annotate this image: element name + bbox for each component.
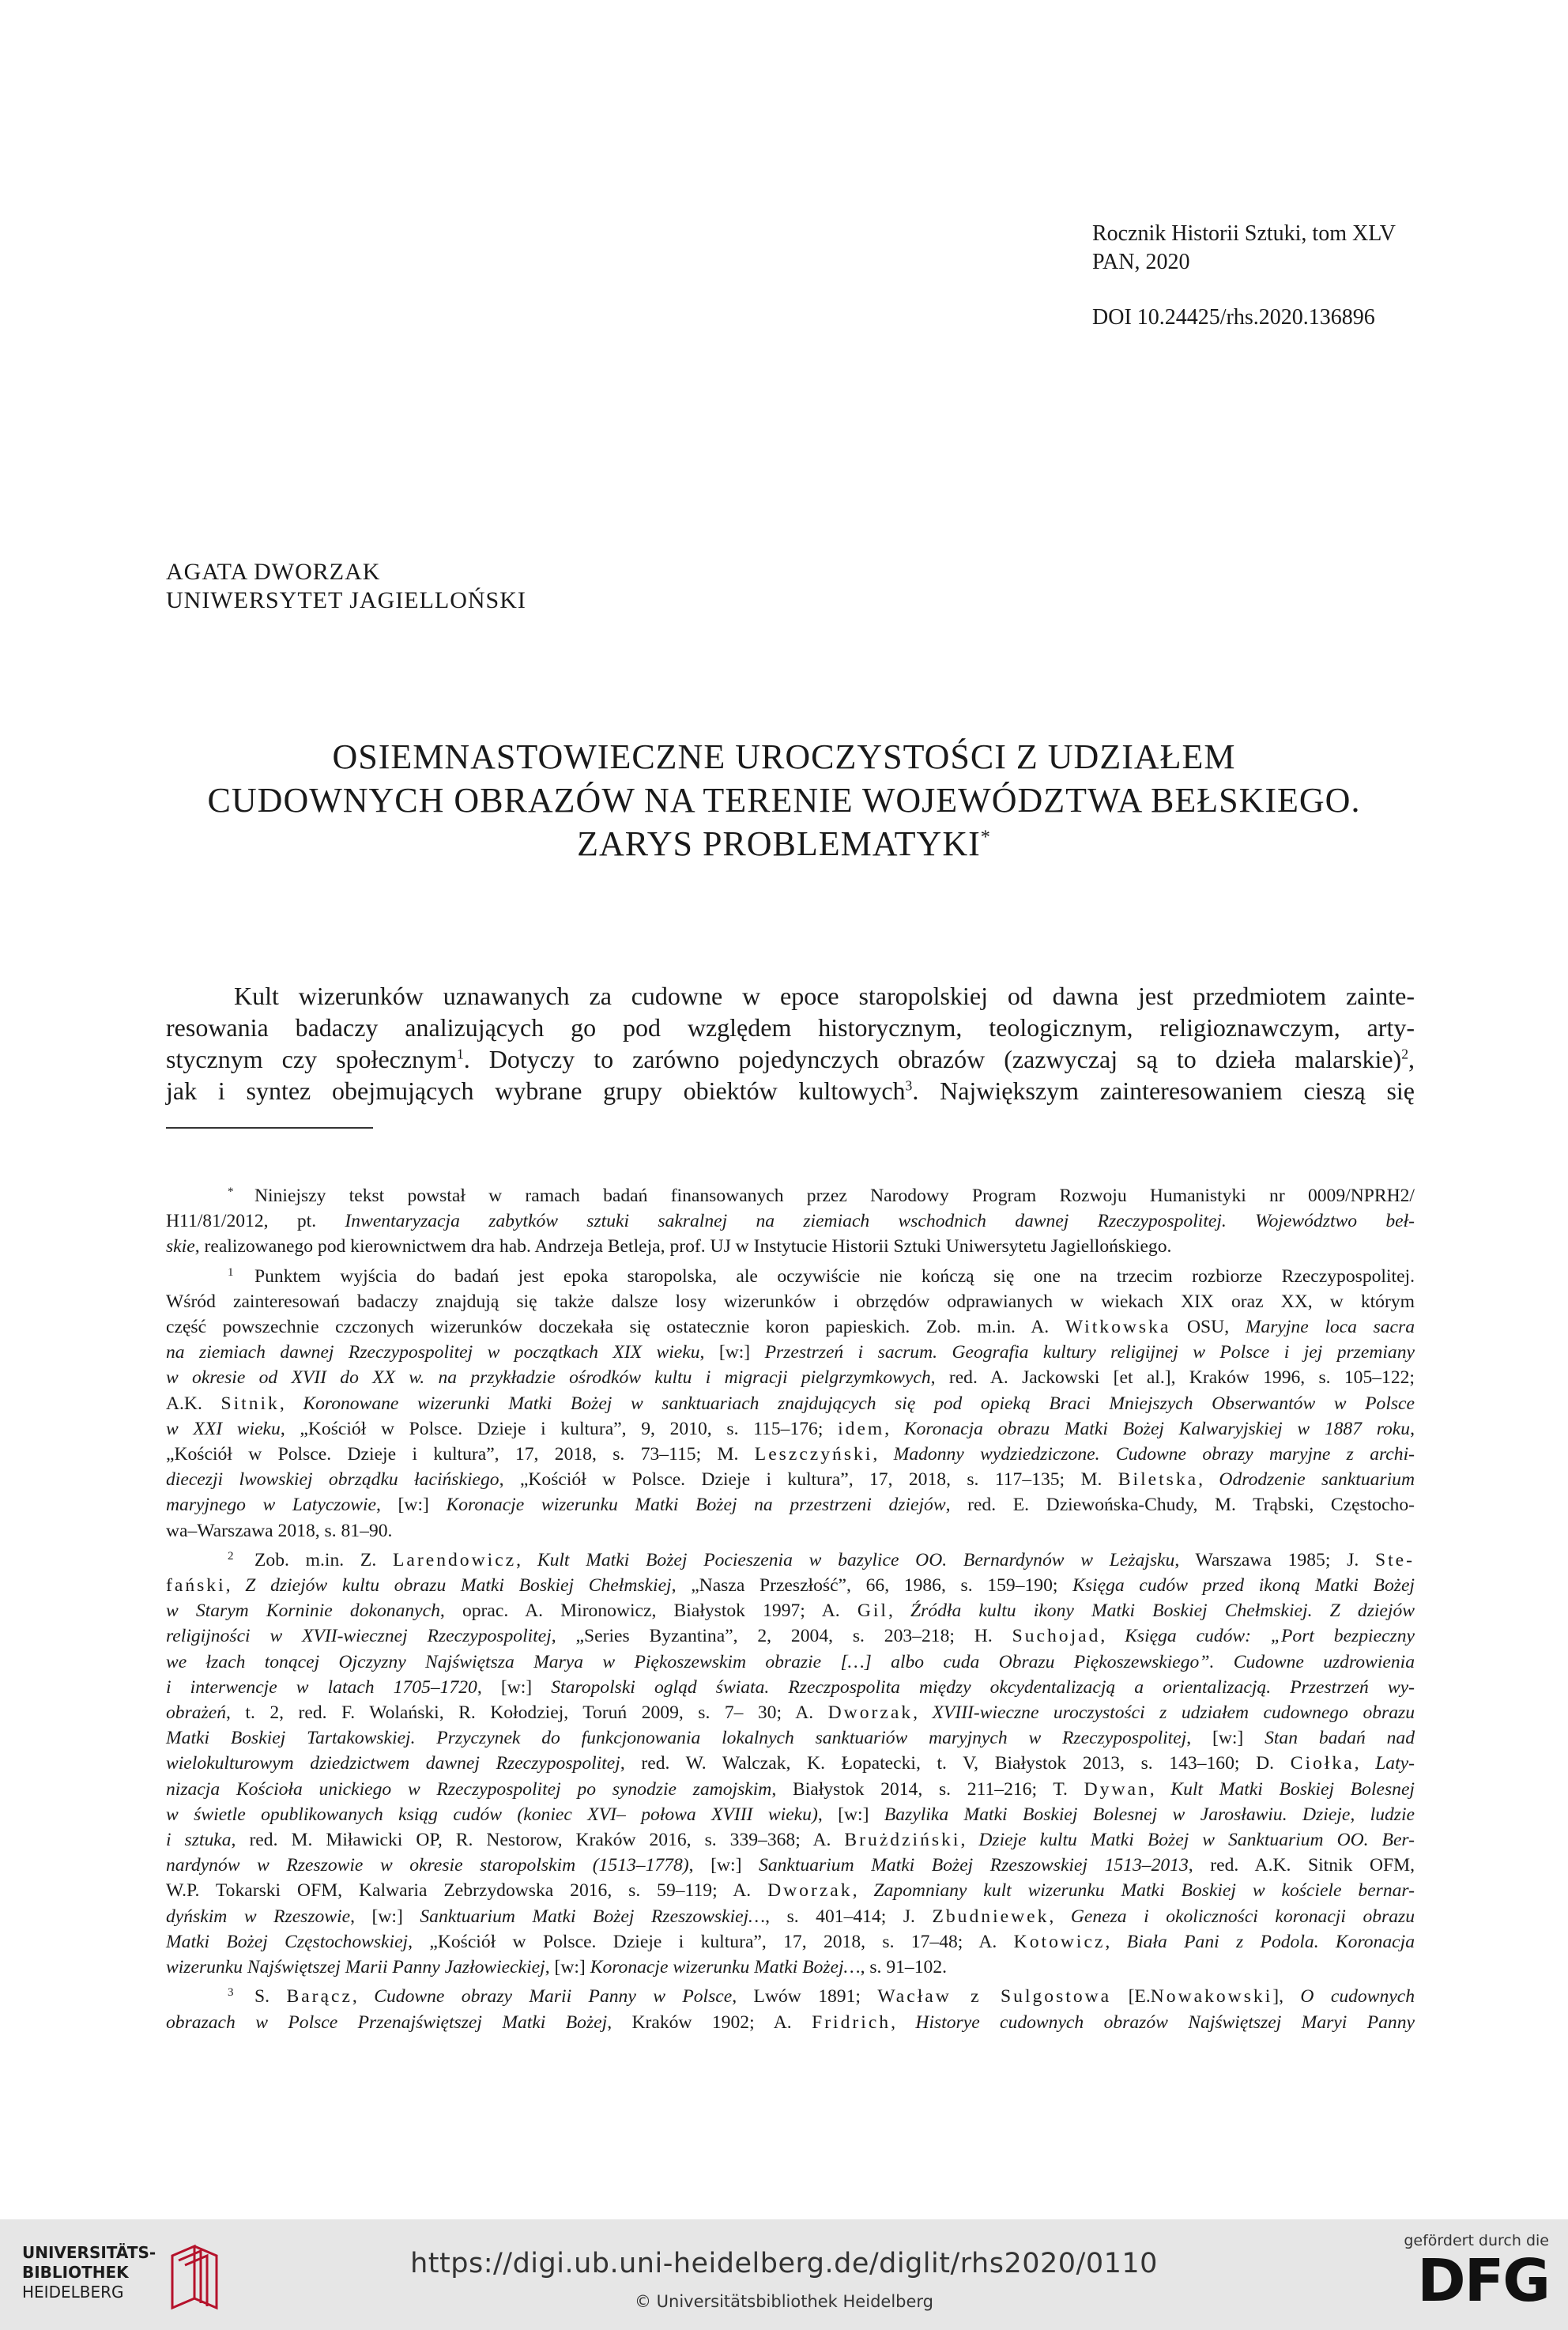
footnote-ref[interactable]: 2 (1401, 1046, 1409, 1062)
body-line: resowania badaczy analizujących go pod względem historycznym, teologicznym, religioznawczym, arty- (166, 1013, 1415, 1042)
body-text (166, 980, 1415, 1107)
footnote-rule (166, 1127, 373, 1129)
funder-note: gefördert durch die (1404, 2232, 1549, 2249)
footnote-line: w Starym Korninie dokonanych, oprac. A. Mironowicz, Białystok 1997; A. Gil, Źródła kultu ikony Matki Boskiej Chełmskiej. Z dziejów (166, 1600, 1415, 1622)
footnote-line: diecezji lwowskiej obrządku łacińskiego, „Kościół w Polsce. Dzieje i kultura”, 17, 2018, s. 117–135; M. Biletska, Odrodzenie sanktuarium (166, 1469, 1415, 1491)
doi: DOI 10.24425/rhs.2020.136896 (1092, 305, 1375, 330)
footnote-line: i sztuka, red. M. Miławicki OP, R. Nestorow, Kraków 2016, s. 339–368; A. Brużdziński, Dzieje kultu Matki Bożej w Sanktuarium OO. Ber- (166, 1830, 1415, 1851)
footnote-line: * Niniejszy tekst powstał w ramach badań finansowanych przez Narodowy Program Rozwoju Humanistyki nr 0009/NPRH2/ (166, 1179, 1415, 1208)
body-line: stycznym czy społecznym$^1$. Dotyczy to zarówno pojedynczych obrazów (zazwyczaj są to dzieła malarskie)$^2$, (166, 1045, 1415, 1073)
article-title (0, 735, 1568, 865)
author-name: AGATA DWORZAK (166, 559, 381, 585)
footnote-mark: * (228, 1186, 234, 1198)
footnote-line: w XXI wieku, „Kościół w Polsce. Dzieje i kultura”, 9, 2010, s. 115–176; idem, Koronacja obrazu Matki Bożej Kalwaryjskiej w 1887 roku, (166, 1418, 1415, 1439)
permalink-url[interactable]: https://digi.ub.uni-heidelberg.de/diglit/rhs2020/0110 (410, 2248, 1158, 2279)
author-block (166, 558, 526, 615)
footnote-line: religijności w XVII-wiecznej Rzeczypospolitej, „Series Byzantina”, 2, 2004, s. 203–218; H. Suchojad, Księga cudów: „Port bezpieczny (166, 1626, 1415, 1647)
footnote-line: na ziemiach dawnej Rzeczypospolitej w początkach XIX wieku, [w:] Przestrzeń i sacrum. Geografia kultury religijnej w Polsce i jej przemiany (166, 1342, 1415, 1363)
footnote-line: skie, realizowanego pod kierownictwem dra hab. Andrzeja Betleja, prof. UJ w Instytucie Historii Sztuki Uniwersytetu Jagiellońskiego. (166, 1236, 1172, 1257)
title-line: CUDOWNYCH OBRAZÓW NA TERENIE WOJEWÓDZTWA BEŁSKIEGO. (207, 781, 1361, 820)
footnote-line: nizacja Kościoła unickiego w Rzeczypospolitej po synodzie zamojskim, Białystok 2014, s. 211–216; T. Dywan, Kult Matki Boskiej Bolesnej (166, 1778, 1415, 1800)
footnote-line: Matki Boskiej Tartakowskiej. Przyczynek do funkcjonowania lokalnych sanktuariów maryjnych w Rzeczypospolitej, [w:] Stan badań nad (166, 1728, 1415, 1749)
footnote-line: wa–Warszawa 2018, s. 81–90. (166, 1520, 393, 1541)
footnote-line: dyńskim w Rzeszowie, [w:] Sanktuarium Matki Bożej Rzeszowskiej…, s. 401–414; J. Zbudniewek, Geneza i okoliczności koronacji obrazu (166, 1906, 1415, 1927)
footnote-ref[interactable]: 1 (456, 1046, 464, 1062)
footnote-line: Matki Bożej Częstochowskiej, „Kościół w Polsce. Dzieje i kultura”, 17, 2018, s. 17–48; A. Kotowicz, Biała Pani z Podola. Koronacja (166, 1931, 1415, 1952)
footnote-line: „Kościół w Polsce. Dzieje i kultura”, 17, 2018, s. 73–115; M. Leszczyński, Madonny wydziedziczone. Cudowne obrazy maryjne z archi- (166, 1444, 1415, 1465)
footnote-line: 3 S. Barącz, Cudowne obrazy Marii Panny w Polsce, Lwów 1891; Wacław z Sulgostowa [E.Nowakowski], O cudownych (166, 1980, 1415, 2009)
footnote-line: w okresie od XVII do XX w. na przykładzie ośrodków kultu i migracji pielgrzymkowych, red. A. Jackowski [et al.], Kraków 1996, s. 105–122; (166, 1367, 1415, 1389)
footnote-line: i interwencje w latach 1705–1720, [w:] Staropolski ogląd świata. Rzeczpospolita między okcydentalizacją a orientalizacją. Przestrzeń wy- (166, 1676, 1415, 1698)
footnote-line: A.K. Sitnik, Koronowane wizerunki Matki Bożej w sanktuariach znajdujących się pod opieką Braci Mniejszych Obserwantów w Polsce (166, 1393, 1415, 1414)
footnote-mark: 1 (228, 1265, 234, 1279)
footnote-line: 1 Punktem wyjścia do badań jest epoka staropolska, ale oczywiście nie kończą się one na trzecim rozbiorze Rzeczypospolitej. (166, 1260, 1415, 1289)
title-line (0, 822, 1568, 865)
footnote-mark: 3 (228, 1986, 234, 2000)
journal-publisher: PAN, 2020 (1092, 250, 1190, 274)
footnote-line: fański, Z dziejów kultu obrazu Matki Boskiej Chełmskiej, „Nasza Przeszłość”, 66, 1986, s. 159–190; Księga cudów przed ikoną Matki Bożej (166, 1575, 1415, 1597)
footnote-line: wizerunku Najświętszej Marii Panny Jazłowieckiej, [w:] Koronacje wizerunku Matki Bożej…, s. 91–102. (166, 1957, 948, 1978)
title-line: OSIEMNASTOWIECZNE UROCZYSTOŚCI Z UDZIAŁEM (332, 737, 1236, 776)
viewer-footer (0, 2219, 1568, 2330)
copyright-notice: © Universitätsbibliothek Heidelberg (634, 2292, 933, 2311)
funder-block (1399, 2232, 1549, 2313)
footnote-line: 2 Zob. m.in. Z. Larendowicz, Kult Matki Bożej Pocieszenia w bazylice OO. Bernardynów w Leżajsku, Warszawa 1985; J. Ste- (166, 1544, 1415, 1573)
footnote-line: maryjnego w Latyczowie, [w:] Koronacje wizerunku Matki Bożej na przestrzeni dziejów, red. E. Dziewońska-Chudy, M. Trąbski, Częstocho- (166, 1495, 1415, 1516)
footnote-line: W.P. Tokarski OFM, Kalwaria Zebrzydowska 2016, s. 59–119; A. Dworzak, Zapomniany kult wizerunku Matki Boskiej w kościele bernar- (166, 1880, 1415, 1902)
journal-header (1092, 220, 1396, 332)
body-line: Kult wizerunków uznawanych za cudowne w epoce staropolskiej od dawna jest przedmiotem zainte- (234, 982, 1415, 1010)
footnote-mark: 2 (228, 1549, 234, 1563)
footnote-ref[interactable]: 3 (905, 1077, 913, 1094)
footnote-line: Wśród zainteresowań badaczy znajdują się także dalsze losy wizerunków i obrzędów odprawianych w wiekach XIX oraz XX, w którym (166, 1291, 1415, 1312)
title-line-text: ZARYS PROBLEMATYKI (577, 824, 981, 863)
footnote-line: we łzach tonącej Ojczyzny Najświętsza Marya w Piękoszewskim obrazie […] albo cuda Obrazu Piękoszewskiego”. Cudowne uzdrowienia (166, 1651, 1415, 1672)
journal-title: Rocznik Historii Sztuki, tom XLV (1092, 221, 1396, 246)
body-line: jak i syntez obejmujących wybrane grupy obiektów kultowych$^3$. Największym zainteresowaniem cieszą się (166, 1076, 1415, 1105)
footnote-line: część powszechnie czczonych wizerunków doczekała się ostatecznie koron papieskich. Zob. m.in. A. Witkowska OSU, Maryjne loca sacra (166, 1317, 1415, 1338)
footnote-line: obrażeń, t. 2, red. F. Wolański, R. Kołodziej, Toruń 2009, s. 7– 30; A. Dworzak, XVIII-wieczne uroczystości z udziałem cudownego obrazu (166, 1702, 1415, 1724)
footnotes (166, 1179, 1415, 2035)
footnote-line: H11/81/2012, pt. Inwentaryzacja zabytków sztuki sakralnej na ziemiach wschodnich dawnej Rzeczypospolitej. Województwo beł- (166, 1211, 1415, 1232)
footnote-line: wielokulturowym dziedzictwem dawnej Rzeczypospolitej, red. W. Walczak, K. Łopatecki, t. V, Białystok 2013, s. 143–160; D. Ciołka, Laty- (166, 1753, 1415, 1774)
dfg-logo[interactable]: DFG (1417, 2247, 1549, 2315)
title-note-mark[interactable]: * (980, 826, 991, 848)
author-affiliation: UNIWERSYTET JAGIELLOŃSKI (166, 587, 526, 613)
footnote-line: obrazach w Polsce Przenajświętszej Matki Bożej, Kraków 1902; A. Fridrich, Historye cudownych obrazów Najświętszej Maryi Panny (166, 2011, 1415, 2033)
footnote-line: w świetle opublikowanych ksiąg cudów (koniec XVI– połowa XVIII wieku), [w:] Bazylika Matki Boskiej Bolesnej w Jarosławiu. Dzieje, ludzie (166, 1804, 1415, 1825)
library-name: UNIVERSITÄTS- BIBLIOTHEK HEIDELBERG (22, 2243, 156, 2302)
footnote-line: nardynów w Rzeszowie w okresie staropolskim (1513–1778), [w:] Sanktuarium Matki Bożej Rzeszowskiej 1513–2013, red. A.K. Sitnik OFM, (166, 1855, 1415, 1876)
